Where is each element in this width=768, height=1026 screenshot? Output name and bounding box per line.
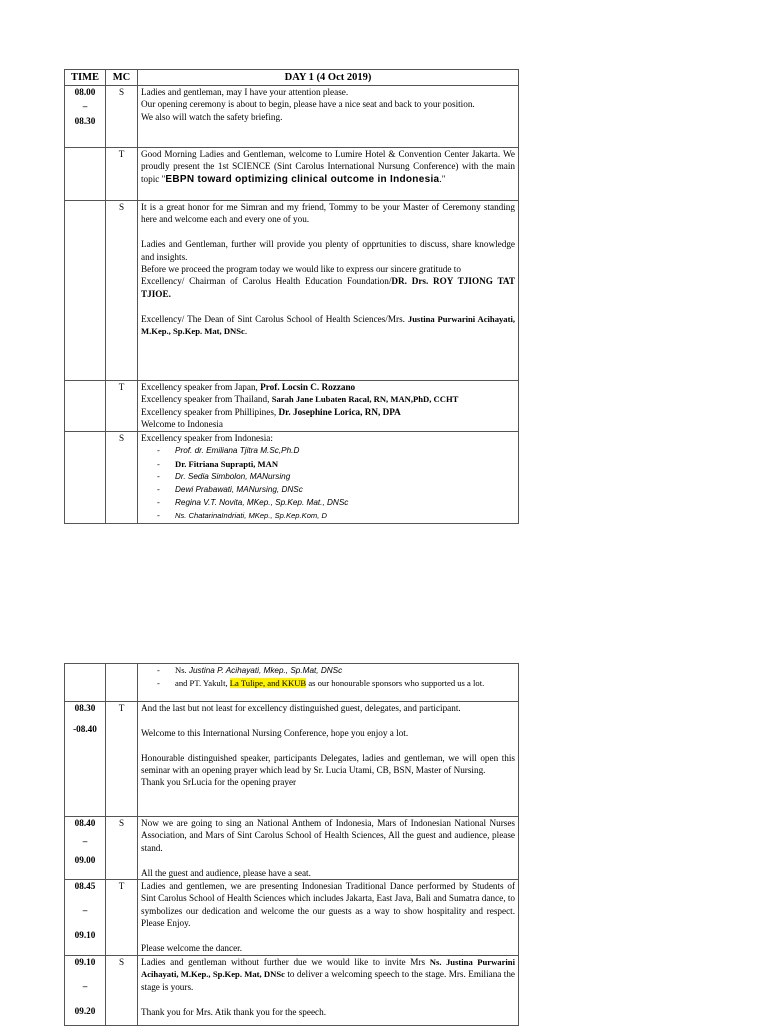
header-time: TIME	[65, 70, 106, 86]
script-cell	[138, 148, 519, 201]
time-cell	[65, 148, 106, 201]
list-dash: -	[157, 678, 160, 689]
table-header-row	[65, 70, 519, 86]
mc-cell: T	[106, 702, 138, 817]
table-row	[65, 381, 519, 432]
time-cell	[65, 381, 106, 432]
table-row	[65, 432, 519, 524]
time-end: 09.00	[74, 854, 96, 865]
time-start: 08.40	[74, 818, 96, 828]
script-text: Excellency/ The Dean of Sint Carolus School of Health Sciences/Mrs.	[141, 313, 408, 324]
script-line: We also will watch the safety briefing.	[141, 111, 283, 122]
mc-cell: S	[106, 956, 138, 1026]
time-cell	[65, 664, 106, 702]
list-item	[157, 664, 515, 677]
script-text: .	[244, 326, 248, 337]
script-text: Ladies and gentleman without further due we would like to invite Mrs	[141, 957, 430, 968]
script-paragraph: Ladies and gentlemen, we are presenting Indonesian Traditional Dance performed by Students of Sint Carolus School of Health Sciences which includes Jakarta, East Java, Bali and Sumatra dance, to symbolizes our dedication and welcome the our guests as a way to show hospitality and respect. Please Enjoy.	[141, 881, 515, 929]
speaker-name: Prof. dr. Emiliana Tjitra M.Sc,Ph.D	[175, 446, 300, 456]
time-end: -08.40	[73, 724, 97, 735]
script-cell	[138, 381, 519, 432]
person-name: Justina Purwarini Acihayati, M.Kep., Sp.Kep. Mat, DNSc	[141, 313, 515, 337]
list-dash: -	[157, 458, 160, 469]
script-paragraph: Before we proceed the program today we would like to express our sincere gratitude to	[141, 264, 461, 275]
speaker-name: Dr. Sedia Simbolon, MANursing	[175, 471, 291, 481]
time-dash: –	[82, 981, 88, 992]
sponsor-highlight: La Tulipe, and KKUB	[229, 678, 307, 689]
main-topic: EBPN toward optimizing clinical outcome in Indonesia	[165, 173, 440, 185]
list-item	[157, 509, 515, 522]
table-row	[65, 664, 519, 702]
time-start: 08.30	[74, 703, 96, 713]
speaker-name: Justina P. Acihayati, Mkep., Sp.Mat, DNSc	[188, 666, 343, 675]
time-cell	[65, 702, 106, 817]
time-end: 09.20	[74, 1005, 96, 1016]
table-row	[65, 201, 519, 381]
list-dash: -	[157, 470, 160, 481]
time-cell	[65, 432, 106, 524]
list-dash: -	[157, 665, 160, 675]
script-line: Excellency speaker from Indonesia:	[141, 433, 273, 443]
mc-cell: T	[106, 148, 138, 201]
script-text: as our honourable sponsors who supported us a lot.	[306, 678, 485, 689]
script-text: Ns.	[175, 665, 189, 675]
script-paragraph	[141, 956, 515, 993]
time-cell	[65, 817, 106, 880]
table-row	[65, 817, 519, 880]
script-line	[141, 381, 515, 393]
script-paragraph	[141, 313, 515, 338]
script-text: Good Morning Ladies and Gentleman, welcome to Lumire Hotel & Convention Center Jakarta. We proudly present the 1st SCIENCE (Sint Carolus International Nursung Conference) with the main topic "	[141, 149, 515, 184]
script-paragraph: All the guest and audience, please have a seat.	[141, 867, 311, 878]
schedule-table-day1	[64, 69, 519, 524]
script-paragraph: Honourable distinguished speaker, participants Delegates, ladies and gentleman, we will open this seminar with an opening prayer which lead by Sr. Lucia Utami, CB, BSN, Master of Nursing.	[141, 752, 515, 775]
speaker-list	[141, 664, 515, 689]
script-paragraph: Now we are going to sing an National Anthem of Indonesia, Mars of Indonesian National Nurses Association, and Mars of Sint Carolus School of Health Sciences, All the guest and audience, please stand.	[141, 818, 515, 853]
script-line	[141, 406, 515, 418]
speaker-list	[141, 444, 515, 522]
mc-cell: T	[106, 880, 138, 956]
mc-cell: S	[106, 201, 138, 381]
script-paragraph	[141, 148, 515, 186]
script-paragraph: Thank you SrLucia for the opening prayer	[141, 777, 297, 788]
script-paragraph: Welcome to this International Nursing Conference, hope you enjoy a lot.	[141, 727, 409, 738]
mc-cell: S	[106, 86, 138, 148]
table-row	[65, 956, 519, 1026]
list-dash: -	[157, 445, 160, 456]
script-paragraph: Thank you for Mrs. Atik thank you for the speech.	[141, 1006, 326, 1017]
person-name: DR. Drs. ROY TJIONG TAT TJIOE.	[141, 276, 515, 299]
time-dash: –	[82, 905, 88, 916]
script-cell	[138, 702, 519, 817]
time-dash: –	[82, 836, 88, 847]
person-name: Sarah Jane Lubaten Racal, RN, MAN,PhD, CCHT	[271, 394, 459, 405]
script-line: Welcome to Indonesia	[141, 419, 223, 430]
list-item	[157, 677, 515, 689]
time-cell	[65, 201, 106, 381]
time-start: 08.00	[74, 87, 96, 97]
mc-cell: S	[106, 817, 138, 880]
table-row	[65, 880, 519, 956]
time-end: 08.30	[74, 115, 96, 126]
list-dash: -	[157, 484, 160, 495]
list-item	[157, 444, 515, 457]
mc-cell: S	[106, 432, 138, 524]
script-paragraph: Ladies and Gentleman, further will provide you plenty of opprtunities to discuss, share knowledge and insights.	[141, 239, 515, 262]
person-name: Ns. Justina Purwarini Acihayati, M.Kep., Sp.Kep. Mat, DNSc	[141, 957, 515, 980]
schedule-table-continued	[64, 663, 519, 1026]
header-mc: MC	[106, 70, 138, 86]
script-paragraph: Please welcome the dancer.	[141, 943, 243, 954]
time-start: 09.10	[74, 957, 96, 968]
script-cell	[138, 432, 519, 524]
mc-cell	[106, 664, 138, 702]
person-name: Prof. Locsin C. Rozzano	[260, 382, 356, 392]
script-cell	[138, 880, 519, 956]
list-item	[157, 470, 515, 483]
script-text: Excellency speaker from Phillipines,	[141, 406, 279, 417]
list-dash: -	[157, 497, 160, 508]
speaker-name: Regina V.T. Novita, MKep., Sp.Kep. Mat., DNSc	[175, 498, 349, 508]
script-line: Our opening ceremony is about to begin, please have a nice seat and back to your position.	[141, 99, 475, 110]
time-cell	[65, 880, 106, 956]
script-line	[141, 393, 515, 405]
script-paragraph: And the last but not least for excellency distinguished guest, delegates, and participant.	[141, 703, 461, 713]
script-cell	[138, 201, 519, 381]
list-item	[157, 458, 515, 470]
script-cell	[138, 817, 519, 880]
person-name: Dr. Josephine Lorica, RN, DPA	[278, 406, 401, 417]
speaker-name: Dr. Fitriana Suprapti, MAN	[175, 458, 279, 469]
mc-cell: T	[106, 381, 138, 432]
script-cell	[138, 956, 519, 1026]
time-cell	[65, 956, 106, 1026]
script-text: Excellency speaker from Thailand,	[141, 394, 272, 405]
time-start: 08.45	[74, 881, 96, 892]
time-cell	[65, 86, 106, 148]
script-paragraph: It is a great honor for me Simran and my friend, Tommy to be your Master of Ceremony standing here and welcome each and every one of you.	[141, 202, 515, 225]
list-item	[157, 483, 515, 496]
script-line: Ladies and gentleman, may I have your attention please.	[141, 87, 349, 97]
time-end: 09.10	[74, 929, 96, 940]
speaker-name: Dewi Prabawati, MANursing, DNSc	[175, 485, 303, 495]
script-paragraph	[141, 275, 515, 300]
list-dash: -	[157, 510, 160, 521]
table-row	[65, 86, 519, 148]
script-text: and PT. Yakult,	[175, 678, 230, 689]
time-dash: –	[82, 101, 88, 112]
script-cell	[138, 86, 519, 148]
table-row	[65, 148, 519, 201]
table-row	[65, 702, 519, 817]
speaker-name: Ns. ChatarinaIndriati, MKep., Sp.Kep.Kom, D	[175, 511, 327, 521]
list-item	[157, 496, 515, 509]
script-text: to deliver a welcoming speech to the stage. Mrs. Emiliana the stage is yours.	[141, 969, 516, 992]
script-cell	[138, 664, 519, 702]
script-text: ."	[439, 173, 446, 184]
script-text: Excellency/ Chairman of Carolus Health Education Foundation/	[141, 276, 392, 287]
script-text: Excellency speaker from Japan,	[141, 382, 261, 392]
header-day: DAY 1 (4 Oct 2019)	[138, 70, 519, 86]
